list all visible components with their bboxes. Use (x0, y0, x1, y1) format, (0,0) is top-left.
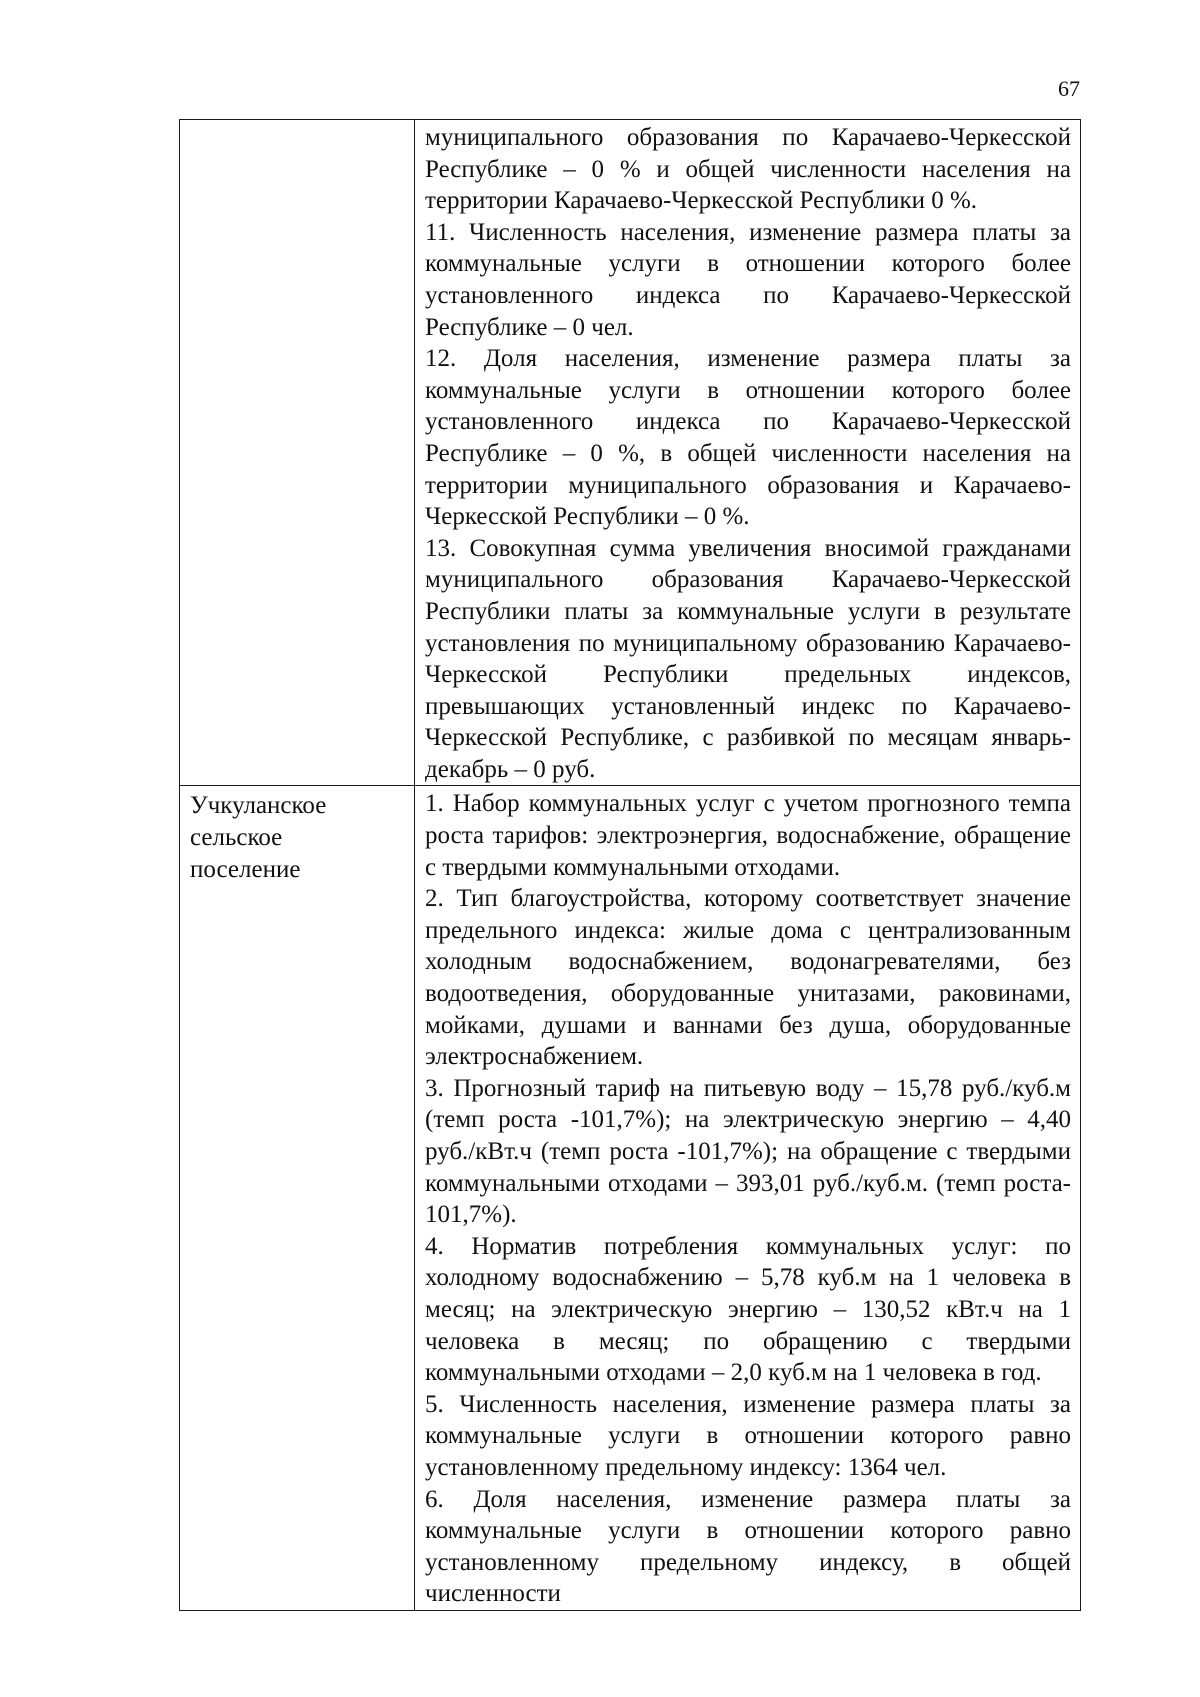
table-row (180, 120, 1081, 786)
paragraph: 2. Тип благоустройства, которому соответствует значение предельного индекса: жилые дома с централизованным холодным водоснабжением, водонагревателями, без водоотведения, оборудованные унитазами, раковинами, мойками, душами и ваннами без душа, оборудованные электроснабжением. (425, 885, 1071, 1071)
paragraph: 1. Набор коммунальных услуг с учетом прогнозного темпа роста тарифов: электроэнергия, водоснабжение, обращение с твердыми коммунальными отходами. (425, 790, 1071, 881)
page-number: 67 (1058, 76, 1080, 101)
paragraph: 3. Прогнозный тариф на питьевую воду – 15,78 руб./куб.м (темп роста -101,7%); на электрическую энергию – 4,40 руб./кВт.ч (темп роста -101,7%); на обращение с твердыми коммунальными отходами – 393,01 руб./куб.м. (темп роста- 101,7%). (425, 1074, 1071, 1229)
paragraph: 4. Норматив потребления коммунальных услуг: по холодному водоснабжению – 5,78 куб.м на 1 человека в месяц; на электрическую энергию – 130,52 кВт.ч на 1 человека в месяц; по обращению с твердыми коммунальными отходами – 2,0 куб.м на 1 человека в год. (425, 1232, 1071, 1387)
paragraph: 5. Численность населения, изменение размера платы за коммунальные услуги в отношении которого равно установленному предельному индексу: 1364 чел. (425, 1390, 1071, 1481)
municipality-name-line: Учкуланское (190, 792, 327, 820)
paragraph: 12. Доля населения, изменение размера платы за коммунальные услуги в отношении которого более установленного индекса по Карачаево-Черкесской Республике – 0 %, в общей численности населения на территории муниципального образования и Карачаево-Черкесской Республики – 0 %. (425, 345, 1071, 531)
indicators-cell (415, 786, 1081, 1610)
municipal-indicators-table (179, 119, 1081, 1611)
paragraph: 6. Доля населения, изменение размера платы за коммунальные услуги в отношении которого равно установленному предельному индексу, в общей численности (425, 1485, 1071, 1608)
municipality-name-line: поселение (190, 855, 301, 883)
table-row (180, 786, 1081, 1610)
municipality-name-line: сельское (190, 824, 283, 852)
indicators-cell (415, 120, 1081, 786)
paragraph: 11. Численность населения, изменение размера платы за коммунальные услуги в отношении которого более установленного индекса по Карачаево-Черкесской Республике – 0 чел. (425, 218, 1071, 341)
municipality-name-cell (180, 786, 415, 1610)
paragraph: муниципального образования по Карачаево-Черкесской Республике – 0 % и общей численности населения на территории Карачаево-Черкесской Республики 0 %. (425, 124, 1071, 215)
paragraph: 13. Совокупная сумма увеличения вносимой гражданами муниципального образования Карачаево-Черкесской Республики платы за коммунальные услуги в результате установления по муниципальному образованию Карачаево-Черкесской Республики предельных индексов, превышающих установленный индекс по Карачаево-Черкесской Республике, с разбивкой по месяцам январь-декабрь – 0 руб. (425, 534, 1071, 783)
municipality-name-cell (180, 120, 415, 786)
